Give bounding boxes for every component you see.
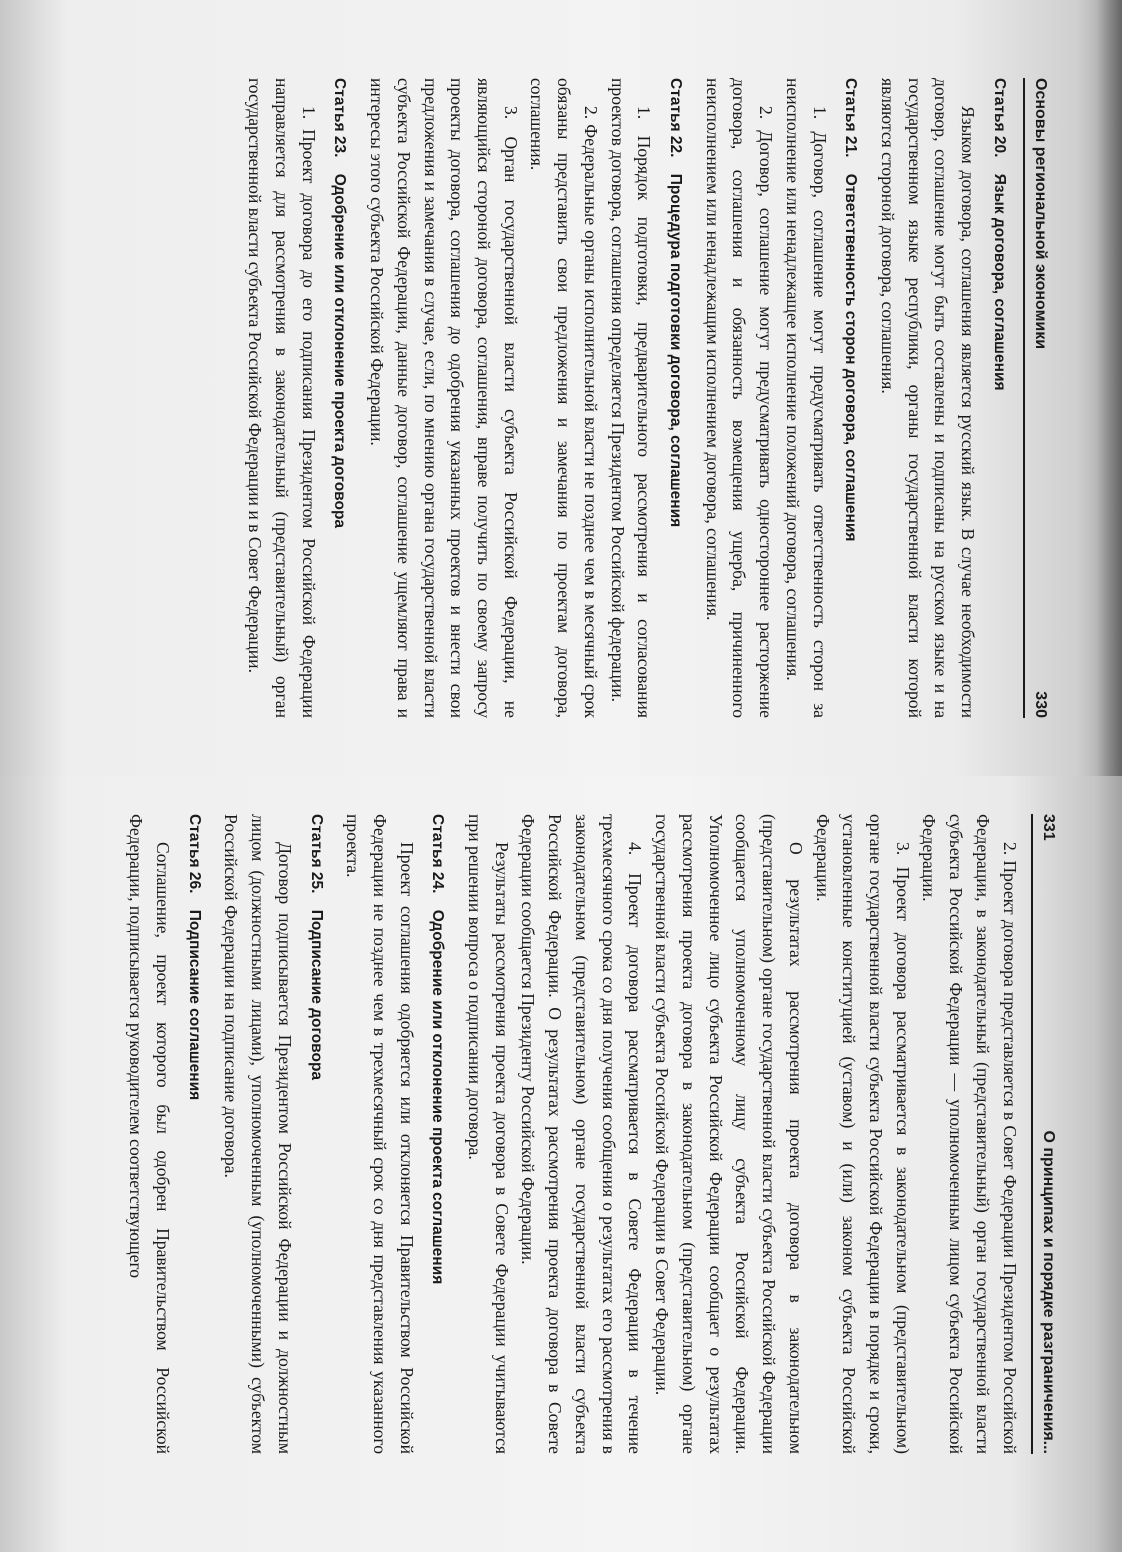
paragraph: Договор подписывается Президентом Российской Федерации и должностным лицом (должностными лицами), уполномоченным (уполномоченными) субъектом Российской Федерации на подписание договора. [221, 814, 295, 1454]
page-331-content [123, 814, 1060, 1454]
article-23 [242, 78, 352, 718]
article-number: Статья 21. [842, 78, 860, 158]
article-number: Статья 20. [990, 78, 1008, 158]
paragraph: О результатах рассмотрения проекта договора в законодательном (представительном) органе государственной власти субъекта Российской Федерации сообщается уполномоченному лицу субъекта Российской Федерации. Уполномоченное лицо субъекта Российской Федерации сообщает о результатах рассмотрения проекта договора в законодательном (представительном) органе государственной власти субъекта Российской Федерации в Совет Федерации. [652, 814, 806, 1454]
article-22 [363, 78, 687, 718]
article-number: Статья 23. [331, 78, 349, 158]
paragraph: Проект соглашения одобряется или отклоняется Правительством Российской Федерации не позднее чем в трехмесячный срок со дня представления указанного проекта. [343, 814, 417, 1454]
article-heading-26 [182, 814, 206, 1454]
paragraph: Языком договора, соглашения является русский язык. В случае необходимости договор, соглашение могут быть составлены и подписаны на русском языке и на государственном языке республики, органы государственной власти которой являются стороной договора, соглашения. [877, 78, 979, 718]
paragraph: 1. Порядок подготовки, предварительного рассмотрения и согласования проектов договора, соглашения определяется Президентом Российской федерации. [607, 78, 655, 718]
page-number: 331 [1040, 814, 1057, 841]
paragraph: 3. Орган государственной власти субъекта Российской Федерации, не являющийся стороной договора, соглашения, вправе получить по своему запросу проекты договора, соглашения до одобрения указанных проектов и внести свои предложения и замечания в случае, если, по мнению органа государственной власти субъекта Российской Федерации, данные договор, соглашение ущемляют права и интересы этого субъекта Российской Федерации. [367, 78, 521, 718]
page-number: 330 [1032, 691, 1049, 718]
paragraph: 2. Федеральные органы исполнительной власти не позднее чем в месячный срок обязаны представить свои предложения и замечания по проектам договора, соглашения. [527, 78, 601, 718]
article-heading [839, 78, 863, 718]
paragraph: 4. Проект договора рассматривается в Совете Федерации в течение трехмесячного срока со дня получения сообщения о результатах его рассмотрения в законодательном (представительном) органе государственной власти субъекта Российской Федерации. О результатах рассмотрения проекта договора в Совете Федерации сообщается Президенту Российской Федерации. [518, 814, 646, 1454]
article-21 [699, 78, 862, 718]
paragraph: Соглашение, проект которого был одобрен Правительством Российской Федерации, подписывается руководителем соответствующего [126, 814, 174, 1454]
article-number: Статья 22. [666, 78, 684, 158]
book-spine-shadow [1096, 776, 1122, 1552]
article-heading [663, 78, 687, 718]
article-number: Статья 26. [185, 814, 203, 894]
running-header-title: Основы региональной экономики [1032, 78, 1049, 350]
article-title: Одобрение или отклонение проекта соглашения [429, 909, 447, 1285]
page-330-content [242, 78, 1052, 718]
article-title: Подписание соглашения [185, 909, 203, 1101]
article-title: Подписание договора [307, 909, 325, 1081]
article-number: Статья 24. [429, 814, 447, 894]
article-title: Процедура подготовки договора, соглашения [666, 173, 684, 528]
running-header [1031, 814, 1060, 1454]
running-header [1023, 78, 1052, 718]
article-heading [987, 78, 1011, 718]
paragraph: 2. Проект договора представляется в Совет Федерации Президентом Российской Федерации, в законодательный (представительный) орган государственной власти субъекта Российской Федерации — уполномоченным лицом субъекта Российской Федерации. [919, 814, 1020, 1454]
article-heading [328, 78, 352, 718]
article-title: Ответственность сторон договора, соглашения [842, 173, 860, 542]
running-header-title: О принципах и порядке разграничения... [1040, 1130, 1057, 1454]
book-page-331 [0, 776, 1122, 1552]
article-20 [874, 78, 1010, 718]
article-number: Статья 25. [307, 814, 325, 894]
paragraph: 1. Проект договора до его подписания Президентом Российской Федерации направляется для рассмотрения в законодательный (представительный) орган государственной власти субъекта Российской Федерации и в Совет Федерации. [245, 78, 319, 718]
paragraph: 1. Договор, соглашение могут предусматривать ответственность сторон за неисполнение или ненадлежащее исполнение положений договора, соглашения. [782, 78, 830, 718]
article-title: Язык договора, соглашения [990, 173, 1008, 391]
paragraph: 2. Договор, соглашение могут предусматривать одностороннее расторжение договора, соглашения и обязанность возмещения ущерба, причиненного неисполнением или ненадлежащим исполнением договора, соглашения. [702, 78, 777, 718]
article-heading-24 [426, 814, 450, 1454]
article-heading-25 [304, 814, 328, 1454]
article-title: Одобрение или отклонение проекта договора [331, 173, 349, 529]
paragraph: Результаты рассмотрения проекта договора в Совете Федерации учитываются при решении вопроса о подписании договора. [465, 814, 512, 1454]
book-spine-shadow [1096, 0, 1122, 776]
paragraph: 3. Проект договора рассматривается в законодательном (представительном) органе государственной власти субъекта Российской Федерации в порядке и сроки, установленные конституцией (уставом) и (или) законом субъекта Российской Федерации. [812, 814, 913, 1454]
